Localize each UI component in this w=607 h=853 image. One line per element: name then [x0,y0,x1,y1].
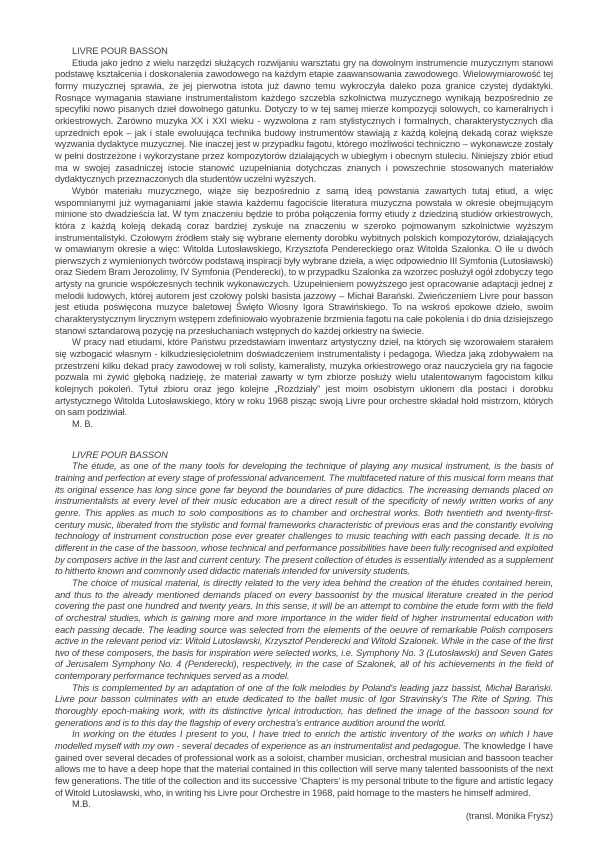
english-signature: M.B. [72,799,91,810]
polish-section [55,46,553,431]
english-paragraph-2: The choice of musical material, is directly related to the very idea behind the creation of the études contained herein, and thus to the already mentioned demands placed on every bassoonist by the musical literature created in the period covering the past one hundred and twenty years. In this sense, it will be an attempt to combine the etude form with the field of orchestral studies, which is gaining more and more importance in the wider field of higher instrumental education with each passing decade. The leading source was selected from the elements of the oeuvre of remarkable Polish composers active in the relevant period viz: Witold Lutosławski, Krzysztof Penderecki and Witold Szalonek. While in the case of the first two of these composers, the basis for inspiration were selected works, i.e. Symphony No. 3 (Lutosławski) and Seven Gates of Jerusalem Symphony No. 4 (Penderecki), respectively, in the case of Szalonek, all of his achievements in the field of contemporary performance techniques served as a model. [55,577,553,682]
polish-title: LIVRE POUR BASSON [72,46,168,56]
polish-paragraph-2: Wybór materiału muzycznego, wiąże się bezpośrednio z samą ideą powstania zawartych tutaj etiud, a więc wspomnianymi już wymaganiami jakie stawia każdemu fagociście literatura muzyczna powstała w okresie obejmującym minione sto dwadzieścia lat. W tym znaczeniu będzie to próba połączenia formy etiudy z dziedziną studiów orkiestrowych, która z każdą koleją dekadą coraz bardziej zyskuje na znaczeniu w szeroko pojmowanym szkolnictwie wyższym instrumentalistyki. Czołowym źródłem stały się wybrane elementy dorobku wybitnych polskich kompozytorów, działających w omawianym okresie a więc: Witolda Lutosławskiego, Krzysztofa Pendereckiego oraz Witolda Szalonka. O ile u dwóch pierwszych z wymienionych twórców podstawą inspiracji były wybrane dzieła, a więc odpowiednio III Symfonia (Lutosławski) oraz Siedem Bram Jerozolimy, IV Symfonia (Penderecki), to w przypadku Szalonka za wzorzec posłużył ogół zdobyczy tego artysty na gruncie współczesnych technik wykonawczych. Uzupełnieniem powyższego jest opracowanie adaptacji jednej z melodii ludowych, której autorem jest czołowy polski basista jazzowy – Michał Barański. Zwieńczeniem Livre pour basson jest etiuda poświęcona muzyce baletowej Święto Wiosny Igora Strawińskiego. To na wskroś epokowe dzieło, swoim charakterystycznym lirycznym wstępem zdefiniowało wyobrażenie brzmienia fagotu na całe pokolenia i do dnia dzisiejszego stanowi sztandarową pozycję na przesłuchaniach wstępnych do każdej orkiestry na świecie. [55,185,553,336]
english-section [55,450,553,823]
english-paragraph-1: The étude, as one of the many tools for developing the technique of playing any musical instrument, is the basis of training and perfection at every stage of professional advancement. The multifaceted nature of this musical form means that its original essence has long since gone far beyond the boundaries of pure didactics. The increasing demands placed on instrumentalists at every level of their music education are a direct result of the specificity of newly written works of any genre. This applies as much to solo compositions as to chamber and orchestral works. Both twentieth and twenty-first-century music, liberated from the stylistic and formal frameworks characteristic of previous eras and the constantly evolving technology of instrument construction pose ever greater challenges to music teaching with each passing decade. It is no different in the case of the bassoon, whose technical and performance possibilities have been fully recognised and exploited by composers active in the last and current century. The present collection of études is essentially intended as a supplement to hitherto known and commonly used didactic materials intended for university students. [55,461,553,577]
polish-paragraph-1: Etiuda jako jedno z wielu narzędzi służących rozwijaniu warsztatu gry na dowolnym instrumencie muzycznym stanowi podstawę kształcenia i doskonalenia zawodowego na każdym etapie zaawansowania zawodowego. Wielowymiarowość tej formy muzycznej sprawia, że jej pierwotna istota już dawno temu wykroczyła daleko poza granice czystej dydaktyki. Rosnące wymagania stawiane instrumentalistom każdego szczebla szkolnictwa muzycznego wynikają bezpośrednio ze specyfiki nowo pisanych dzieł dowolnego gatunku. Dotyczy to w tej samej mierze kompozycji solowych, co kameralnych i orkiestrowych. Zarówno muzyka XX i XXI wieku - wyzwolona z ram stylistycznych i formalnych, charakterystycznych dla uprzednich epok – jak i stale ewoluująca technika budowy instrumentów stawiają z każdą kolejną dekadą coraz większe wyzwania dydaktyce muzycznej. Nie inaczej jest w przypadku fagotu, którego możliwości techniczno – wykonawcze zostały w pełni dostrzeżone i wykorzystane przez kompozytorów działających w ubiegłym i obecnym stuleciu. Niniejszy zbiór etiud ma w swojej zasadniczej istocie stanowić uzupełniania dotychczas znanych i powszechnie stosowanych materiałów dydaktycznych przeznaczonych dla studentów uczelni wyższych. [55,57,553,185]
english-paragraph-4-regular-part: The knowledge I have gained over several decades of professional work as a soloist, chamber musician, orchestral musician and bassoon teacher allows me to have a deep hope that the material contained in this collection will serve many talented bassoonists of the next few generations. The title of the collection and its successive ‘Chapters’ is my personal tribute to the figure and artistic legacy of Witold Lutosławski, who, in writing his Livre pour Orchestre in 1968, paid homage to the masters he himself admired. [55,741,553,798]
english-paragraph-3: This is complemented by an adaptation of one of the folk melodies by Poland's leading jazz bassist, Michał Barański. Livre pour basson culminates with an etude dedicated to the ballet music of Igor Stravinsky's The Rite of Spring. This thoroughly epoch-making work, with its distinctive lyrical introduction, has defined the image of the bassoon sound for generations and is to this day the flagship of every orchestra's entrance audition around the world. [55,682,553,728]
polish-paragraph-3: W pracy nad etiudami, które Państwu przedstawiam inwentarz artystyczny dzieł, na których się wzorowałem starałem się wzbogacić własnym - kilkudziesięcioletnim doświadczeniem instrumentalisty i pedagoga. Wiedza jaką zdobywałem na przestrzeni kilku dekad pracy zawodowej w roli solisty, kameralisty, muzyka orkiestrowego oraz nauczyciela gry na fagocie pozwala mi żywić głęboką nadzieję, że materiał zawarty w tym zbiorze posłuży wielu utalentowanym fagocistom kilku kolejnych pokoleń. Tytuł zbioru oraz jego kolejne „Rozdziały” jest moim osobistym ukłonem dla postaci i dorobku artystycznego Witolda Lutosławskiego, który w roku 1968 pisząc swoją Livre pour orchestre składał hołd mistrzom, których on sam podziwiał. [55,337,553,418]
english-title: LIVRE POUR BASSON [72,449,168,460]
english-paragraph-4-italic-part: In working on the études I present to you, I have tried to enrich the artistic inventory of the works on which I have modelled myself with my own - several decades of experience as an instrumentalist and pedagogue. [55,729,553,752]
translator-credit: (transl. Monika Frysz) [465,811,553,821]
polish-signature: M. B. [72,419,94,429]
english-paragraph-4 [55,729,553,799]
page-text-block [55,46,553,823]
